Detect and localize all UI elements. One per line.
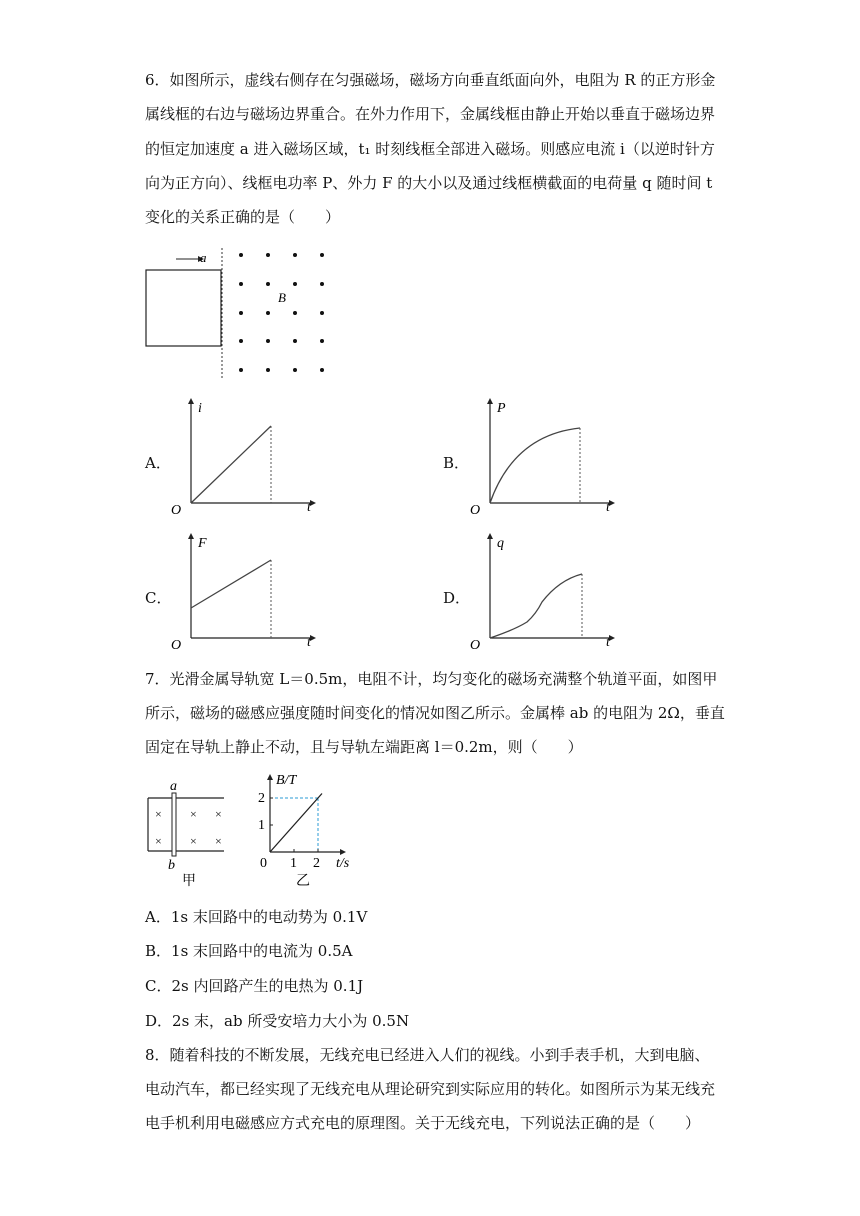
origin-label: O [171,638,182,653]
cross-mark: × [190,834,197,848]
origin-label: O [470,638,481,653]
q6-option-b-graph [464,395,624,520]
rod-ab [172,793,176,856]
label-a: a [170,779,177,794]
q7-line: 7．光滑金属导轨宽 L＝0.5m，电阻不计，均匀变化的磁场充满整个轨道平面，如图甲 [145,670,718,688]
x-tick-label: 0 [260,856,267,871]
x-axis-label: t [606,500,610,515]
cross-mark: × [155,807,162,821]
caption-yi: 乙 [296,874,310,889]
y-axis-label: P [497,401,506,416]
q6-option-a-graph [165,395,325,520]
y-axis-label: B/T [276,773,297,788]
q6-line: 6．如图所示，虚线右侧存在匀强磁场，磁场方向垂直纸面向外，电阻为 R 的正方形金 [145,71,716,89]
cross-mark: × [215,834,222,848]
x-axis-label: t [307,500,311,515]
x-tick-label: 1 [290,856,297,871]
label-b: b [168,858,175,873]
q7-line: 固定在导轨上静止不动，且与导轨左端距离 l＝0.2m，则（ ） [145,738,583,756]
x-axis-label: t/s [336,856,350,871]
q6-line: 的恒定加速度 a 进入磁场区域，t₁ 时刻线框全部进入磁场。则感应电流 i（以逆时针方 [145,140,715,158]
accel-label: a [200,250,207,265]
q6-option-c-graph [165,530,325,655]
field-dots [239,253,324,372]
q6-option-a-letter: A． [145,454,171,472]
q7-figure-jia [140,768,240,888]
cross-mark: × [190,807,197,821]
power-curve [490,428,580,503]
q6-option-d-letter: D． [443,589,471,607]
q6-option-c-letter: C． [145,589,172,607]
x-tick-label: 2 [313,856,320,871]
q6-line: 属线框的右边与磁场边界重合。在外力作用下，金属线框由静止开始以垂直于磁场边界 [145,105,716,123]
q8-line: 8．随着科技的不断发展，无线充电已经进入人们的视线。小到手表手机，大到电脑、 [145,1046,710,1064]
q7-option-b: B．1s 末回路中的电流为 0.5A [145,942,353,960]
origin-label: O [171,503,182,518]
q7-option-c: C．2s 内回路产生的电热为 0.1J [145,977,364,995]
q8-line: 电动汽车，都已经实现了无线充电从理论研究到实际应用的转化。如图所示为某无线充 [145,1080,716,1098]
force-line [191,560,271,608]
current-line [191,426,271,503]
wire-loop [146,270,221,346]
bt-plot-area [270,794,322,853]
y-axis-label: i [198,401,202,416]
q6-line: 变化的关系正确的是（ ） [145,208,341,226]
q6-option-d-graph [464,530,624,655]
q8-line: 电手机利用电磁感应方式充电的原理图。关于无线充电，下列说法正确的是（ ） [145,1114,701,1132]
series-line [270,794,322,853]
q7-line: 所示，磁场的磁感应强度随时间变化的情况如图乙所示。金属棒 ab 的电阻为 2Ω，垂直 [145,704,725,722]
x-axis-label: t [606,635,610,650]
cross-mark: × [215,807,222,821]
q6-line: 向为正方向）、线框电功率 P、外力 F 的大小以及通过线框横截面的电荷量 q 随时间 t [145,174,713,192]
x-axis-label: t [307,635,311,650]
origin-label: O [470,503,481,518]
cross-mark: × [155,834,162,848]
q6-option-b-letter: B． [443,454,470,472]
caption-jia: 甲 [182,874,196,888]
q6-figure [140,240,340,380]
charge-curve [490,574,582,638]
q7-figure-yi [252,768,372,892]
y-tick-label: 1 [258,818,265,833]
field-label: B [278,290,286,305]
y-axis-label: F [198,536,207,551]
q7-option-a: A．1s 末回路中的电动势为 0.1V [145,908,368,926]
y-tick-label: 2 [258,791,265,806]
y-axis-label: q [497,536,504,551]
q7-option-d: D．2s 末，ab 所受安培力大小为 0.5N [145,1012,410,1030]
